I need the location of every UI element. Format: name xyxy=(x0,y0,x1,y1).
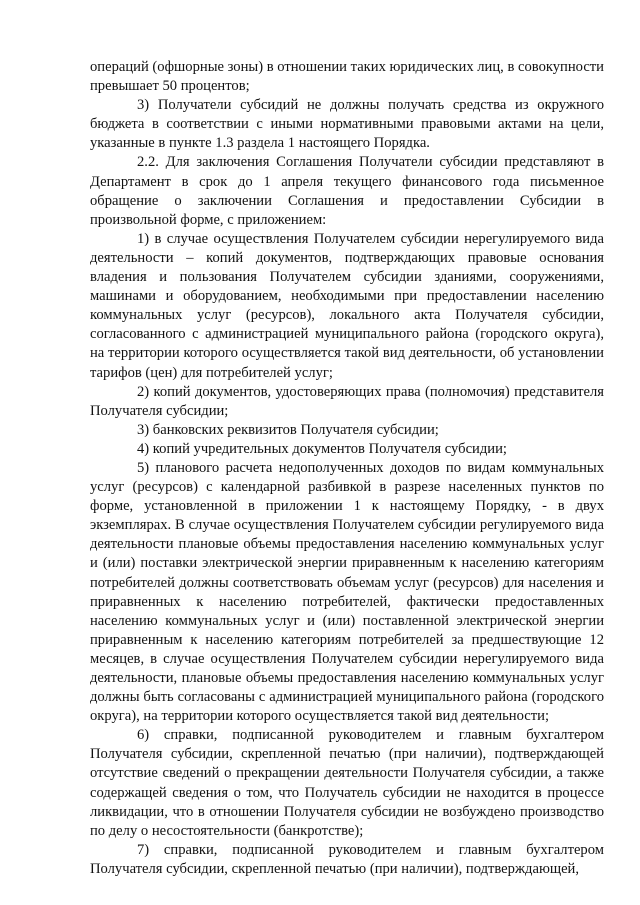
paragraph-offshore-continuation: операций (офшорные зоны) в отношении таких юридических лиц, в совокупности превышает 50 процентов; xyxy=(90,59,604,95)
paragraph-2-2: 2.2. Для заключения Соглашения Получатели субсидии представляют в Департамент в срок до 1 апреля текущего финансового года письменное обращение о заключении Соглашения и предоставлении Субсидии в произвольной форме, с приложением: xyxy=(90,154,604,228)
paragraph-item-2: 2) копий документов, удостоверяющих права (полномочия) представителя Получателя субсидии; xyxy=(90,383,604,419)
paragraph-item-3: 3) банковских реквизитов Получателя субсидии; xyxy=(137,421,439,438)
paragraph-item-4: 4) копий учредительных документов Получателя субсидии; xyxy=(137,440,507,457)
paragraph-item-3-budget: 3) Получатели субсидий не должны получать средства из окружного бюджета в соответствии с иными нормативными правовыми актами на цели, указанные в пункте 1.3 раздела 1 настоящего Порядка. xyxy=(90,97,604,152)
paragraph-item-6: 6) справки, подписанной руководителем и главным бухгалтером Получателя субсидии, скрепленной печатью (при наличии), подтверждающей отсутствие сведений о прекращении деятельности Получателя субсидии, а также содержащей сведения о том, что Получатель субсидии не находится в процессе ликвидации, что в отношении Получателя субсидии не возбуждено производство по делу о несостоятельности (банкротстве); xyxy=(90,727,604,839)
paragraph-item-7: 7) справки, подписанной руководителем и главным бухгалтером Получателя субсидии, скрепленной печатью (при наличии), подтверждающей, xyxy=(90,841,604,877)
paragraph-item-1: 1) в случае осуществления Получателем субсидии нерегулируемого вида деятельности – копий документов, подтверждающих правовые основания владения и пользования Получателем субсидии зданиями, сооружениями, машинами и оборудованием, необходимыми при предоставлении населению коммунальных услуг (ресурсов), локального акта Получателя субсидии, согласованного с администрацией муниципального района (городского округа), на территории которого осуществляется такой вид деятельности, об установлении тарифов (цен) для потребителей услуг; xyxy=(90,230,604,381)
paragraph-item-5: 5) планового расчета недополученных доходов по видам коммунальных услуг (ресурсов) с календарной разбивкой в разрезе населенных пунктов по форме, установленной в приложении 1 к настоящему Порядку, - в двух экземплярах. В случае осуществления Получателем субсидии регулируемого вида деятельности плановые объемы предоставления населению коммунальных услуг и (или) поставки электрической энергии приравненным к населению категориям потребителей должны соответствовать объемам услуг (ресурсов) для населения и приравненных к населению потребителей, фактически предоставленных населению коммунальных услуг и (или) поставленной электрической энергии приравненным к населению категориям потребителей за предшествующие 12 месяцев, в случае осуществления Получателем субсидии нерегулируемого вида деятельности, плановые объемы предоставления населению коммунальных услуг должны быть согласованы с администрацией муниципального района (городского округа), на территории которого осуществляется такой вид деятельности; xyxy=(90,459,604,725)
document-page xyxy=(90,58,604,879)
